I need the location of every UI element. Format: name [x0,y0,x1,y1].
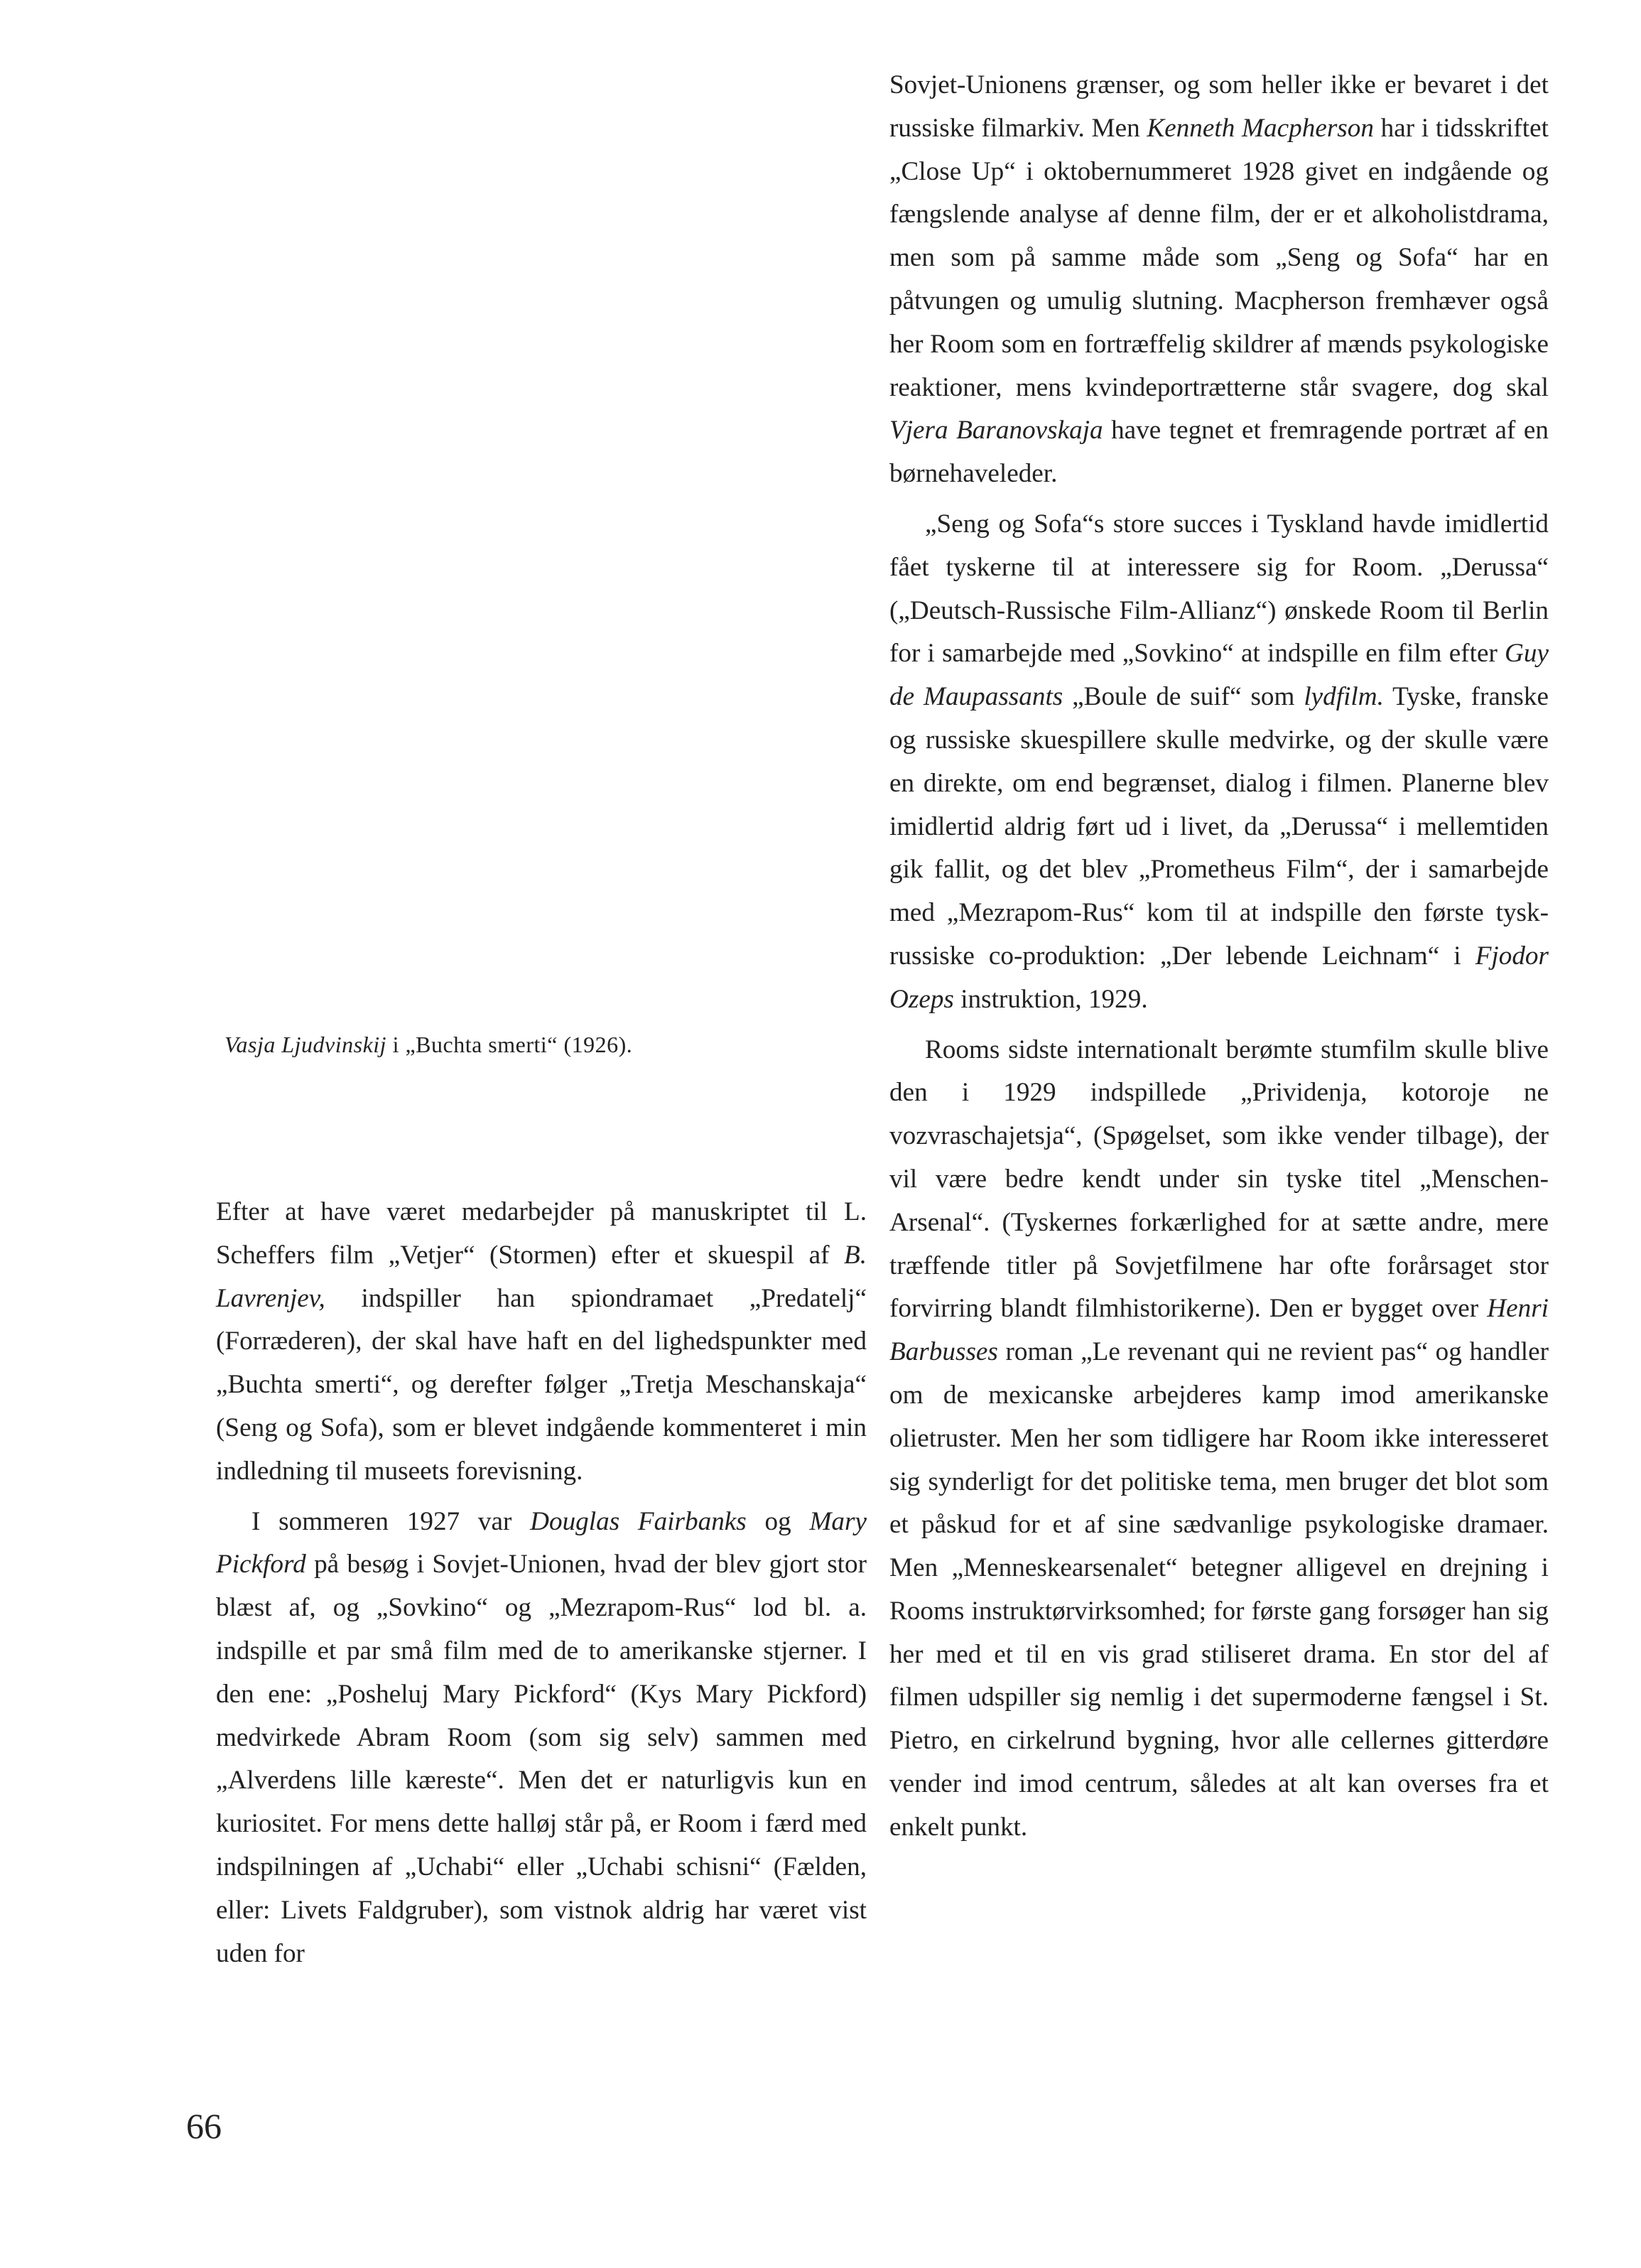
italic-run: Guy de Maupassants [889,639,1549,712]
text-run: „Seng og Sofa“s store succes i Tyskland havde imidlertid fået tyskerne til at interessere sig for Room. „Derussa“ („Deutsch-Russische Film-Allianz“) ønskede Room til Berlin for i samarbejde med „Sovkino“ at indspille en film efter [889,509,1549,669]
text-run: på besøg i Sovjet-Unionen, hvad der blev gjort stor blæst af, og „Sovkino“ og „Mezrapom-Rus“ lod bl. a. indspille et par små film med de to amerikanske stjerner. I den ene: „Posheluj Mary Pickford“ (Kys Mary Pickford) medvirkede Abram Room (som sig selv) sammen med „Alverdens lille kæreste“. Men det er naturligvis kun en kuriositet. For mens dette halløj står på, er Room i færd med indspilningen af „Uchabi“ eller „Uchabi schisni“ (Fælden, eller: Livets Faldgruber), som vistnok aldrig har været vist uden for [216,1550,867,1968]
text-run: I sommeren 1927 var [251,1506,531,1536]
paragraph [889,1029,1549,1850]
caption-text: i „Buchta smerti“ (1926). [386,1032,633,1057]
italic-run: Mary Pickford [216,1506,867,1580]
text-run: og [746,1506,810,1536]
italic-run: Douglas Fairbanks [530,1506,747,1536]
text-run: „Boule de suif“ som [1063,682,1304,712]
text-run: roman „Le revenant qui ne revient pas“ og handler om de mexicanske arbejderes kamp imod amerikanske olietruster. Men her som tidligere har Room ikke interesseret sig synderligt for det politiske tema, men bruger det blot som et påskud for et af sine sædvanlige psykologiske dramaer. Men „Menneskearsenalet“ betegner alligevel en drejning i Rooms instruktørvirksomhed; for første gang forsøger han sig her med et til en vis grad stiliseret drama. En stor del af filmen udspiller sig nemlig i det supermoderne fængsel i St. Pietro, en cirkelrund bygning, hvor alle cellernes gitterdøre vender ind imod centrum, således at alt kan overses fra et enkelt punkt. [889,1337,1549,1842]
text-run: Sovjet-Unionens grænser, og som heller ikke er bevaret i det russiske filmarkiv. Men [889,70,1549,143]
paragraph [216,1191,867,1494]
text-run: instruktion, 1929. [953,984,1148,1014]
photo-caption [224,1029,632,1060]
paragraph [216,1501,867,1976]
right-column [889,64,1549,1850]
italic-run: lydfilm. [1304,682,1384,712]
text-run: have tegnet et fremragende portræt af en børnehaveleder. [889,416,1549,489]
text-run: indspiller han spiondramaet „Predatelj“ (Forræderen), der skal have haft en del lighedspunkter med „Buchta smerti“, og derefter følger „Tretja Meschanskaja“ (Seng og Sofa), som er blevet indgående kommenteret i min indledning til museets forevisning. [216,1283,867,1486]
paragraph [889,64,1549,496]
italic-run: B. Lavrenjev, [216,1240,867,1313]
italic-run: Vjera Baranovskaja [889,416,1103,446]
text-run: har i tidsskriftet „Close Up“ i oktobernummeret 1928 givet en indgående og fængslende analyse af denne film, der er et alkoholistdrama, men som på samme måde som „Seng og Sofa“ har en påtvungen og umulig slutning. Macpherson fremhæver også her Room som en fortræffelig skildrer af mænds psykologiske reaktioner, mens kvindeportrætterne står svagere, dog skal [889,113,1549,402]
italic-run: Henri Barbusses [889,1294,1549,1367]
page-number: 66 [186,2106,222,2146]
italic-run: Fjodor Ozeps [889,941,1549,1014]
text-run: Rooms sidste internationalt berømte stumfilm skulle blive den i 1929 indspillede „Prividenja, kotoroje ne vozvraschajetsja“, (Spøgelset, som ikke vender tilbage), der vil være bedre kendt under sin tyske titel „Menschen-Arsenal“. (Tyskernes forkærlighed for at sætte andre, mere træffende titler på Sovjetfilmene har ofte forårsaget stor forvirring blandt filmhistorikerne). Den er bygget over [889,1035,1549,1324]
text-run: Tyske, franske og russiske skuespillere skulle medvirke, og der skulle være en direkte, om end begrænset, dialog i filmen. Planerne blev imidlertid aldrig ført ud i livet, da „Derussa“ i mellemtiden gik fallit, og det blev „Prometheus Film“, der i samarbejde med „Mezrapom-Rus“ kom til at indspille den første tysk-russiske co-produktion: „Der lebende Leichnam“ i [889,682,1549,971]
paragraph [889,503,1549,1022]
left-column [216,1191,867,1975]
text-run: Efter at have været medarbejder på manuskriptet til L. Scheffers film „Vetjer“ (Stormen) efter et skuespil af [216,1197,867,1270]
caption-name: Vasja Ljudvinskij [224,1032,387,1057]
italic-run: Kenneth Macpherson [1147,113,1374,143]
